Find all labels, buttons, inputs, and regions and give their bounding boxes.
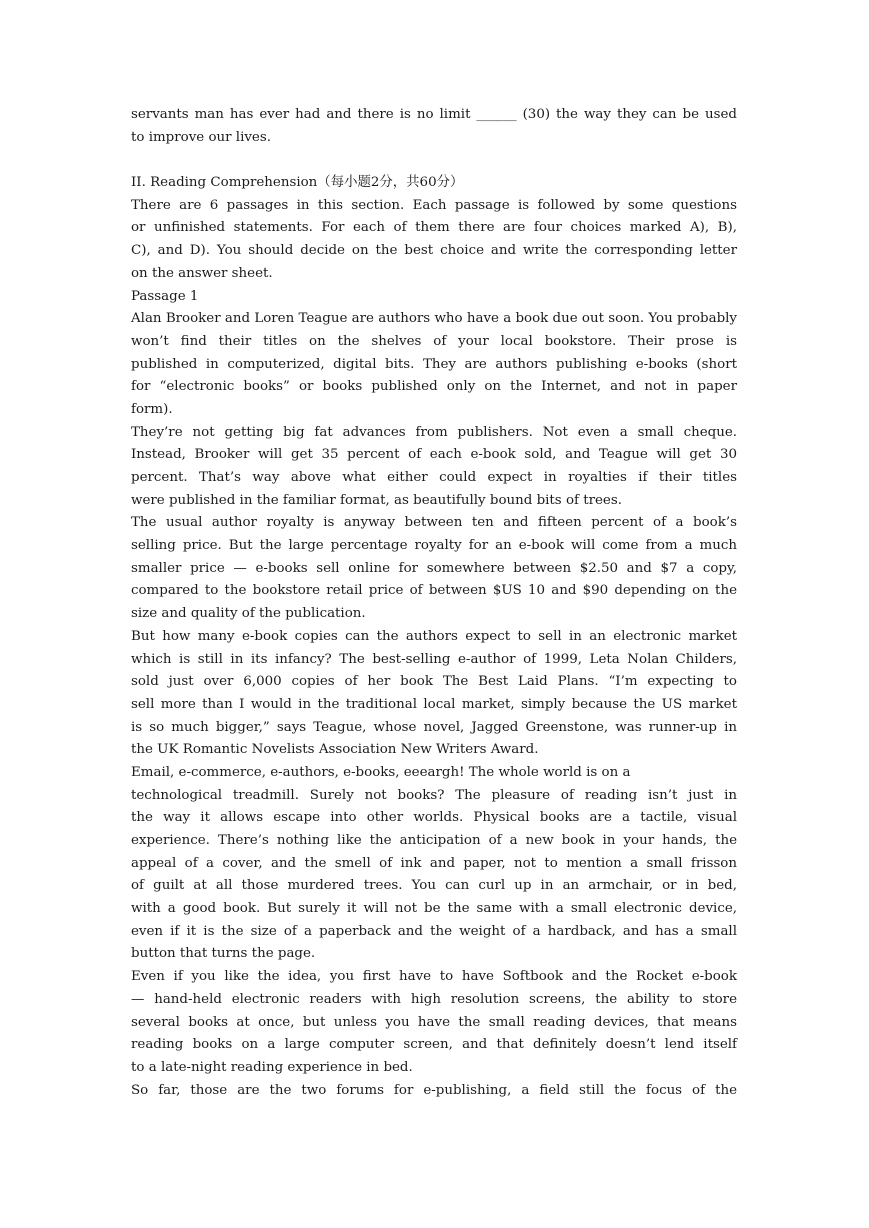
text-line: — hand-held electronic readers with high resolution screens, the ability to store bbox=[131, 991, 737, 1007]
text-line: or unfinished statements. For each of them there are four choices marked A), B), bbox=[131, 220, 737, 236]
text-line: even if it is the size of a paperback and the weight of a hardback, and has a small bbox=[131, 923, 737, 939]
text-line: appeal of a cover, and the smell of ink and paper, not to mention a small frisson bbox=[131, 855, 737, 871]
text-line: reading books on a large computer screen, and that definitely doesn’t lend itself bbox=[131, 1037, 737, 1053]
blank-line bbox=[131, 149, 737, 172]
text-line: But how many e-book copies can the authors expect to sell in an electronic market bbox=[131, 628, 737, 644]
document-page bbox=[131, 104, 737, 1102]
text-line: published in computerized, digital bits. They are authors publishing e-books (short bbox=[131, 356, 737, 372]
text-line: Email, e-commerce, e-authors, e-books, eeeargh! The whole world is on a bbox=[131, 764, 631, 780]
text-line: There are 6 passages in this section. Each passage is followed by some questions bbox=[131, 197, 737, 213]
text-line: servants man has ever had and there is no limit ______ (30) the way they can be used bbox=[131, 107, 737, 122]
text-line: sold just over 6,000 copies of her book The Best Laid Plans. “I’m expecting to bbox=[131, 674, 737, 690]
text-line: which is still in its infancy? The best-selling e-author of 1999, Leta Nolan Childers, bbox=[131, 651, 737, 667]
text-line: of guilt at all those murdered trees. You can curl up in an armchair, or in bed, bbox=[131, 878, 737, 894]
text-line: C), and D). You should decide on the best choice and write the corresponding letter bbox=[131, 243, 737, 259]
text-line: on the answer sheet. bbox=[131, 265, 273, 281]
text-line: Passage 1 bbox=[131, 288, 199, 304]
text-line: smaller price — e-books sell online for somewhere between $2.50 and $7 a copy, bbox=[131, 560, 737, 576]
text-line: So far, those are the two forums for e-publishing, a field still the focus of the bbox=[131, 1082, 737, 1098]
text-line: button that turns the page. bbox=[131, 946, 316, 962]
text-line: size and quality of the publication. bbox=[131, 606, 366, 622]
text-line: to a late-night reading experience in bed. bbox=[131, 1059, 413, 1075]
text-line: won’t find their titles on the shelves of your local bookstore. Their prose is bbox=[131, 333, 737, 349]
text-line: is so much bigger,” says Teague, whose novel, Jagged Greenstone, was runner-up in bbox=[131, 719, 737, 735]
text-line: with a good book. But surely it will not be the same with a small electronic device, bbox=[131, 901, 737, 917]
text-line: Alan Brooker and Loren Teague are authors who have a book due out soon. You probably bbox=[131, 311, 737, 327]
text-line: The usual author royalty is anyway between ten and fifteen percent of a book’s bbox=[131, 515, 737, 531]
text-line: percent. That’s way above what either could expect in royalties if their titles bbox=[131, 470, 737, 485]
text-line: They’re not getting big fat advances from publishers. Not even a small cheque. bbox=[131, 424, 737, 440]
text-line: several books at once, but unless you have the small reading devices, that means bbox=[131, 1014, 737, 1030]
text-line: Instead, Brooker will get 35 percent of each e-book sold, and Teague will get 30 bbox=[131, 447, 737, 463]
text-line: technological treadmill. Surely not books? The pleasure of reading isn’t just in bbox=[131, 787, 737, 803]
text-line: selling price. But the large percentage royalty for an e-book will come from a much bbox=[131, 538, 737, 554]
text-line: to improve our lives. bbox=[131, 129, 271, 145]
text-line: experience. There’s nothing like the anticipation of a new book in your hands, the bbox=[131, 833, 737, 848]
text-line: Even if you like the idea, you first have to have Softbook and the Rocket e-book bbox=[131, 969, 737, 985]
text-line: sell more than I would in the traditional local market, simply because the US market bbox=[131, 696, 737, 712]
text-line: the way it allows escape into other worlds. Physical books are a tactile, visual bbox=[131, 810, 737, 826]
text-line: form). bbox=[131, 401, 173, 417]
text-line: were published in the familiar format, as beautifully bound bits of trees. bbox=[131, 492, 622, 508]
text-line: the UK Romantic Novelists Association New Writers Award. bbox=[131, 742, 539, 758]
text-line: for “electronic books” or books published only on the Internet, and not in paper bbox=[131, 379, 737, 395]
text-line: II. Reading Comprehension（每小题2分，共60分） bbox=[131, 175, 464, 191]
text-line: compared to the bookstore retail price of between $US 10 and $90 depending on the bbox=[131, 583, 737, 599]
